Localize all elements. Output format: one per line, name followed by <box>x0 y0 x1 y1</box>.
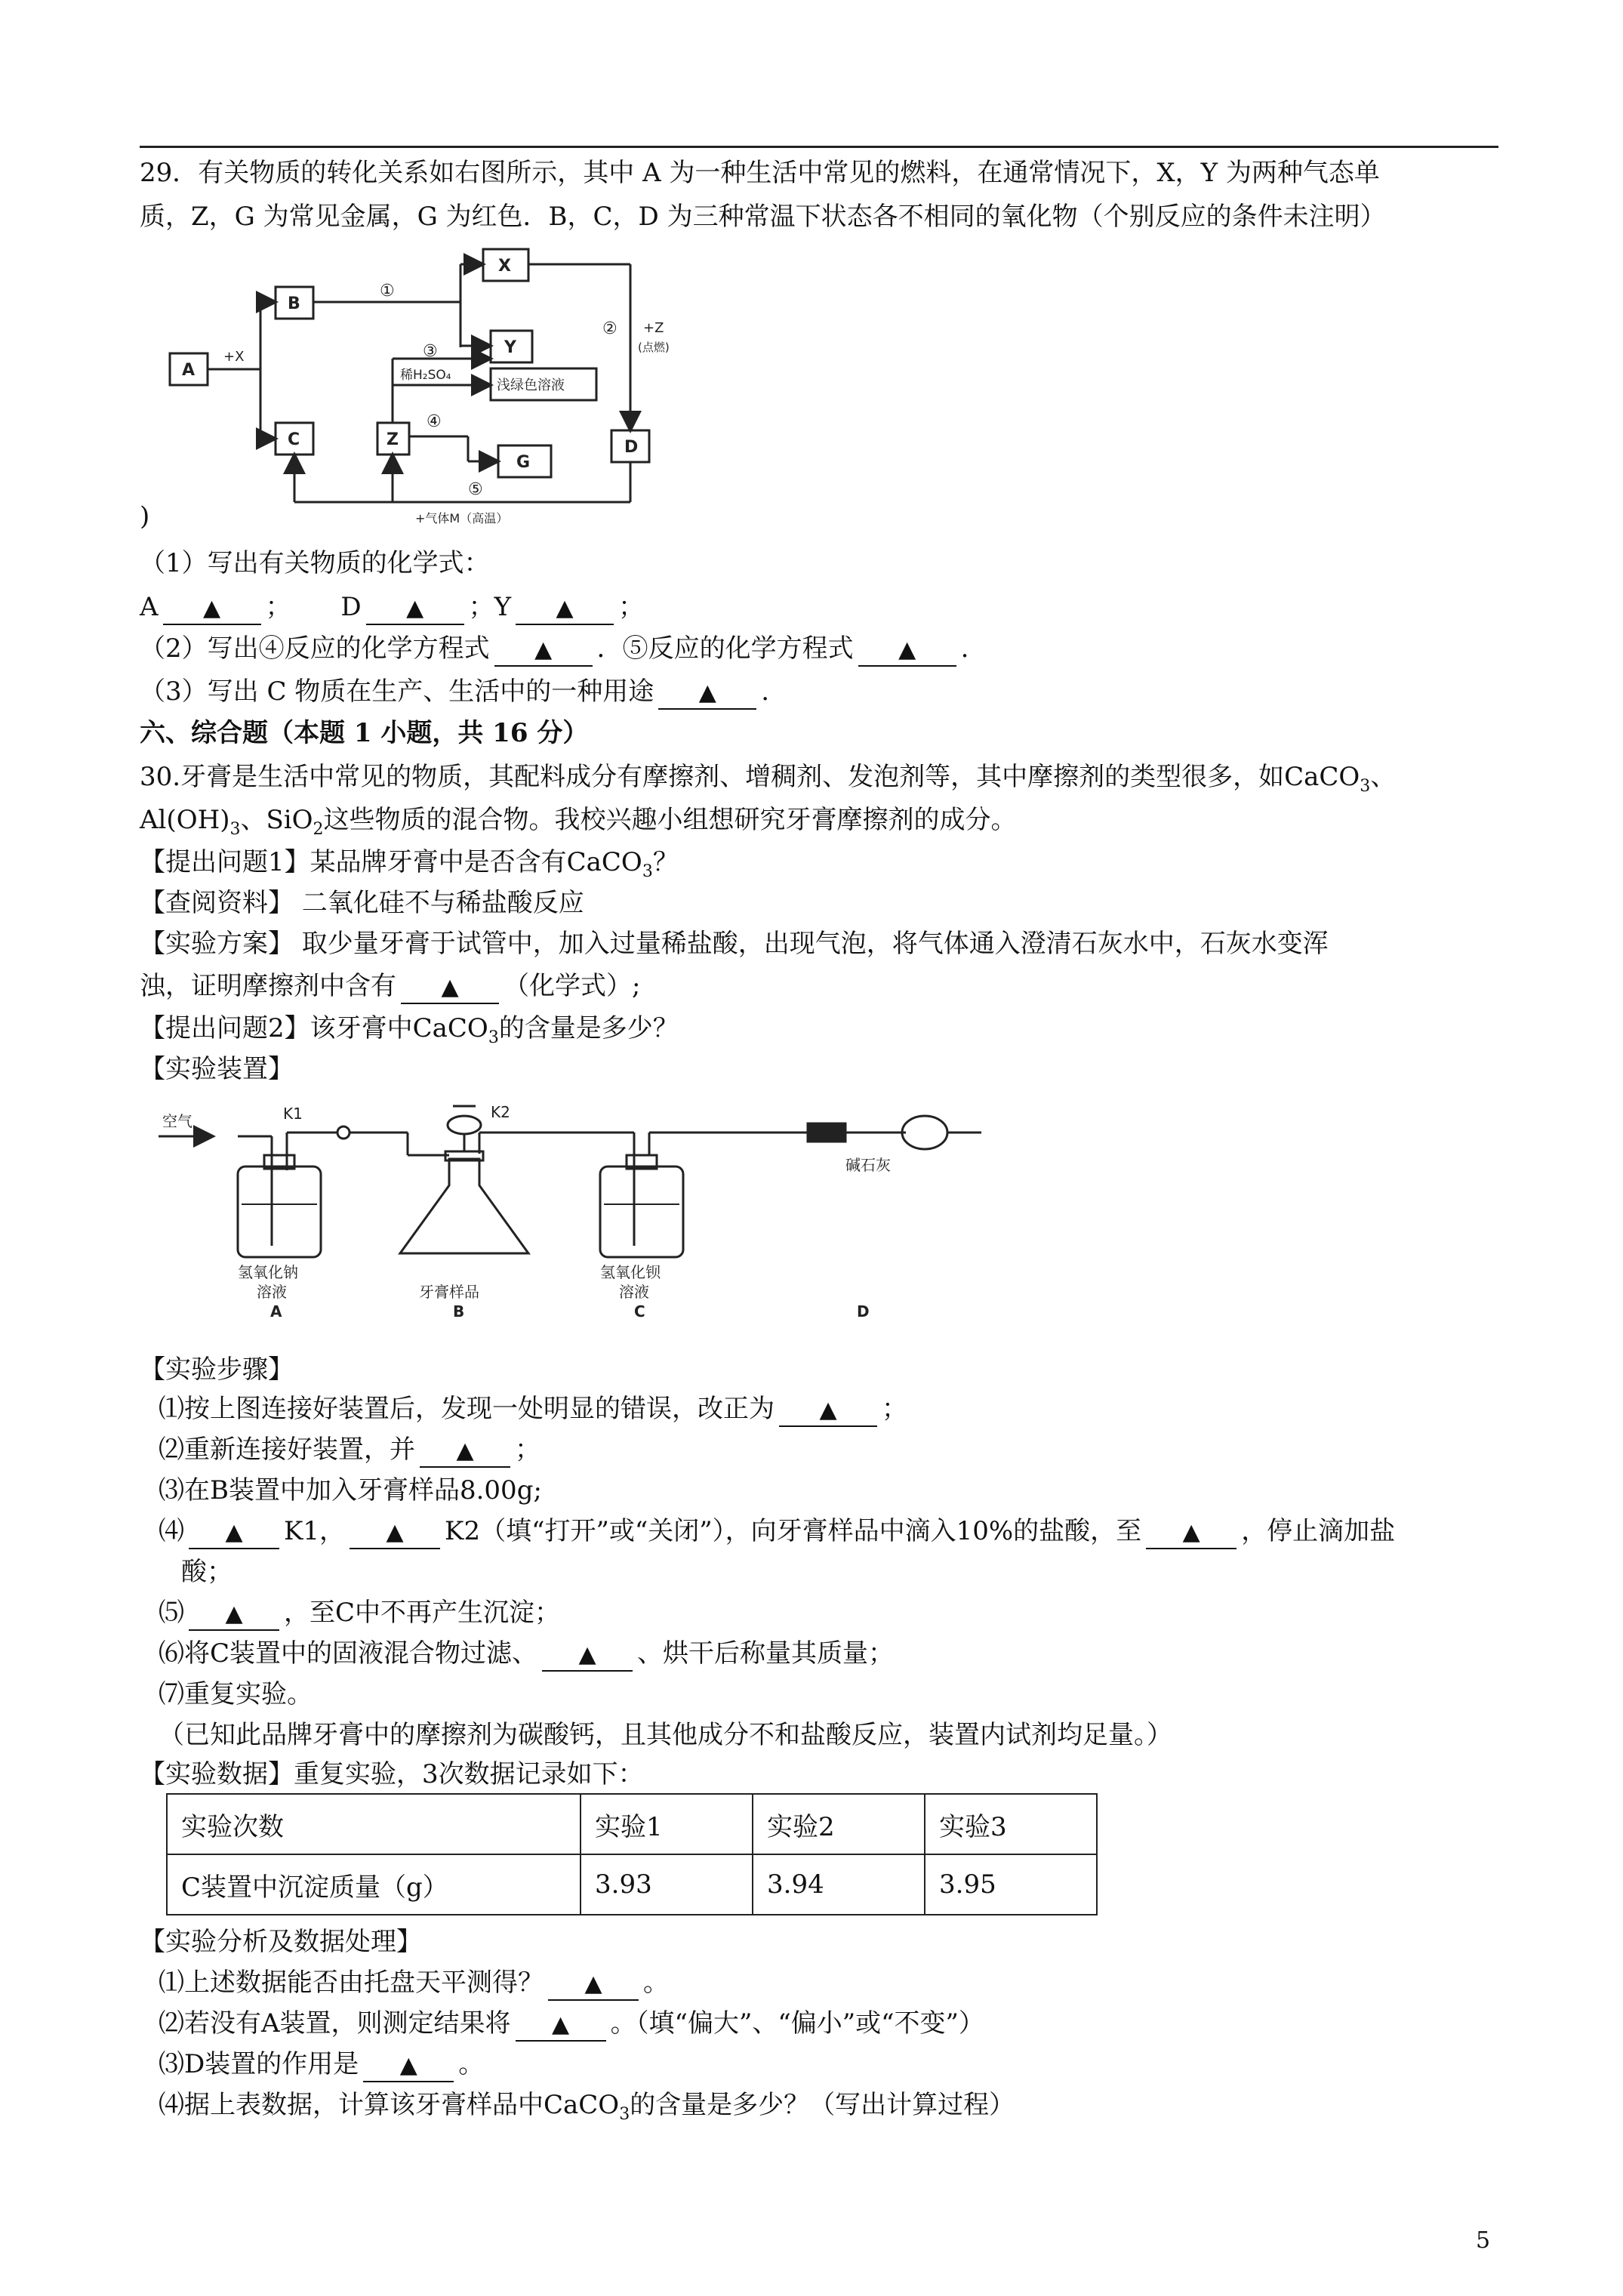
label-n1: ① <box>380 282 395 300</box>
node-solution: 浅绿色溶液 <box>497 378 565 393</box>
label-b: B <box>453 1302 465 1321</box>
q29-close-paren: ) <box>140 501 150 532</box>
q30-step1: ⑴按上图连接好装置后，发现一处明显的错误，改正为 ▲ ； <box>159 1391 907 1427</box>
label-gas-m: +气体M（高温） <box>415 511 509 525</box>
q30-step7: ⑺重复实验。 <box>159 1679 313 1709</box>
answer-blank-k2[interactable]: ▲ <box>350 1518 440 1549</box>
label-n2: ② <box>602 319 617 338</box>
header-rule <box>140 146 1498 148</box>
answer-blank-eq4[interactable]: ▲ <box>494 635 593 667</box>
label-plus-z: +Z <box>643 320 664 336</box>
answer-blank-d-role[interactable]: ▲ <box>363 2051 454 2082</box>
table-header-cell: 实验次数 <box>167 1794 581 1854</box>
label-n4: ④ <box>427 412 442 431</box>
q30-step6: ⑹将C装置中的固液混合物过滤、 ▲ 、烘干后称量其质量； <box>159 1635 894 1672</box>
q29-line2: 质，Z，G 为常见金属，G 为红色．B，C，D 为三种常温下状态各不相同的氧化物（个别反应的条件未注明） <box>140 202 1386 232</box>
label-c1: 氢氧化钡 <box>600 1263 661 1281</box>
page-number: 5 <box>1476 2227 1491 2254</box>
label-n5: ⑤ <box>468 480 483 499</box>
answer-blank-wash[interactable]: ▲ <box>542 1640 633 1672</box>
table-header-cell: 实验3 <box>925 1794 1097 1854</box>
q30-analysis3: ⑶D装置的作用是 ▲ 。 <box>159 2046 484 2082</box>
label-ignite: (点燃) <box>638 341 670 354</box>
answer-blank-until[interactable]: ▲ <box>1146 1518 1236 1549</box>
answer-blank-check[interactable]: ▲ <box>420 1436 510 1468</box>
q30-step4-cont: 酸； <box>181 1557 233 1587</box>
table-cell: 3.95 <box>925 1854 1097 1915</box>
q30-analysis4: ⑷据上表数据，计算该牙膏样品中CaCO$_3$的含量是多少？（写出计算过程） <box>159 2090 1015 2124</box>
q30-question2: 【提出问题2】该牙膏中CaCO$_3$的含量是多少？ <box>140 1013 679 1047</box>
q30-line2: $Al(OH)_3$、SiO$_2$这些物质的混合物。我校兴趣小组想研究牙膏摩擦剂的成分。 <box>140 805 1017 839</box>
table-cell: 3.93 <box>581 1854 753 1915</box>
table-cell: 3.94 <box>753 1854 925 1915</box>
label-a1: 氢氧化钠 <box>238 1263 298 1281</box>
q29-part3: （3）写出 C 物质在生产、生活中的一种用途 ▲ . <box>140 673 769 710</box>
node-z: Z <box>387 430 399 449</box>
answer-blank-d[interactable]: ▲ <box>366 593 464 625</box>
q29-part1: （1）写出有关物质的化学式： <box>140 548 490 578</box>
q29-part1-answers: A ▲ ； D ▲ ；Y ▲ ； <box>140 589 644 625</box>
q30-question1: 【提出问题1】某品牌牙膏中是否含有CaCO$_3$？ <box>140 847 679 881</box>
label-plus-x: +X <box>223 349 245 365</box>
node-x: X <box>498 257 511 276</box>
answer-blank-y[interactable]: ▲ <box>516 593 614 625</box>
label-k1: K1 <box>283 1105 303 1123</box>
label-a2: 溶液 <box>257 1283 287 1301</box>
node-g: G <box>516 453 531 472</box>
q30-data-title: 【实验数据】重复实验，3次数据记录如下： <box>140 1759 644 1789</box>
node-y: Y <box>504 338 516 357</box>
answer-blank-eq5[interactable]: ▲ <box>858 635 956 667</box>
node-a: A <box>182 361 196 380</box>
table-cell: C装置中沉淀质量（g） <box>167 1854 581 1915</box>
data-table <box>166 1793 1098 1915</box>
label-c2: 溶液 <box>619 1283 649 1301</box>
q30-step5: ⑸ ▲ ，至C中不再产生沉淀； <box>159 1595 560 1631</box>
answer-blank-fix[interactable]: ▲ <box>779 1395 877 1427</box>
node-b: B <box>288 294 300 313</box>
node-d: D <box>624 438 639 457</box>
q29-line1: 29．有关物质的转化关系如右图所示，其中 A 为一种生活中常见的燃料，在通常情况下，X，Y 为两种气态单 <box>140 158 1380 188</box>
answer-blank-formula[interactable]: ▲ <box>401 972 499 1004</box>
q30-analysis2: ⑵若没有A装置，则测定结果将 ▲ 。（填“偏大”、“偏小”或“不变”） <box>159 2005 984 2042</box>
table-row <box>167 1854 1097 1915</box>
q30-plan-line1: 【实验方案】 取少量牙膏于试管中，加入过量稀盐酸，出现气泡，将气体通入澄清石灰水中，石灰水变浑 <box>140 929 1329 959</box>
q30-steps-title: 【实验步骤】 <box>140 1354 294 1385</box>
q30-analysis-title: 【实验分析及数据处理】 <box>140 1927 422 1957</box>
answer-blank-use[interactable]: ▲ <box>658 678 756 710</box>
q30-reference: 【查阅资料】 二氧化硅不与稀盐酸反应 <box>140 888 584 918</box>
section-6-heading: 六、综合题（本题 1 小题，共 16 分） <box>140 718 589 748</box>
label-soda-lime: 碱石灰 <box>845 1156 891 1174</box>
q30-apparatus-diagram <box>151 1102 996 1329</box>
q30-step2: ⑵重新连接好装置，并 ▲ ； <box>159 1432 540 1468</box>
answer-blank-k1[interactable]: ▲ <box>189 1518 279 1549</box>
label-n3: ③ <box>423 342 438 361</box>
label-air: 空气 <box>162 1112 192 1130</box>
table-header-cell: 实验1 <box>581 1794 753 1854</box>
q30-apparatus-title: 【实验装置】 <box>140 1054 294 1084</box>
answer-blank-a[interactable]: ▲ <box>163 593 261 625</box>
label-acid: 稀H₂SO₄ <box>400 368 451 383</box>
q30-note: （已知此品牌牙膏中的摩擦剂为碳酸钙，且其他成分不和盐酸反应，装置内试剂均足量。） <box>159 1720 1172 1750</box>
answer-blank-balance[interactable]: ▲ <box>548 1969 639 2001</box>
q29-part2: （2）写出④反应的化学方程式 ▲ ．⑤反应的化学方程式 ▲ . <box>140 630 969 667</box>
q30-analysis1: ⑴上述数据能否由托盘天平测得？ ▲ 。 <box>159 1965 669 2001</box>
table-row <box>167 1794 1097 1854</box>
label-k2: K2 <box>491 1103 510 1121</box>
label-d: D <box>857 1302 870 1321</box>
label-c: C <box>634 1302 645 1321</box>
answer-blank-step5[interactable]: ▲ <box>189 1599 279 1631</box>
answer-blank-result[interactable]: ▲ <box>516 2010 606 2042</box>
table-header-cell: 实验2 <box>753 1794 925 1854</box>
q30-plan-line2: 浊，证明摩擦剂中含有 ▲ （化学式）; <box>140 968 640 1004</box>
node-c: C <box>288 430 300 449</box>
q30-step4: ⑷ ▲ K1， ▲ K2（填“打开”或“关闭”），向牙膏样品中滴入10%的盐酸，至 ▲ ，停止滴加盐 <box>159 1513 1395 1549</box>
q30-line1: 30.牙膏是生活中常见的物质，其配料成分有摩擦剂、增稠剂、发泡剂等，其中摩擦剂的类型很多，如CaCO$_3$、 <box>140 762 1397 796</box>
q29-conversion-diagram <box>151 242 694 529</box>
label-a: A <box>270 1302 282 1321</box>
q30-step3: ⑶在B装置中加入牙膏样品8.00g; <box>159 1475 542 1505</box>
label-b1: 牙膏样品 <box>419 1283 479 1301</box>
